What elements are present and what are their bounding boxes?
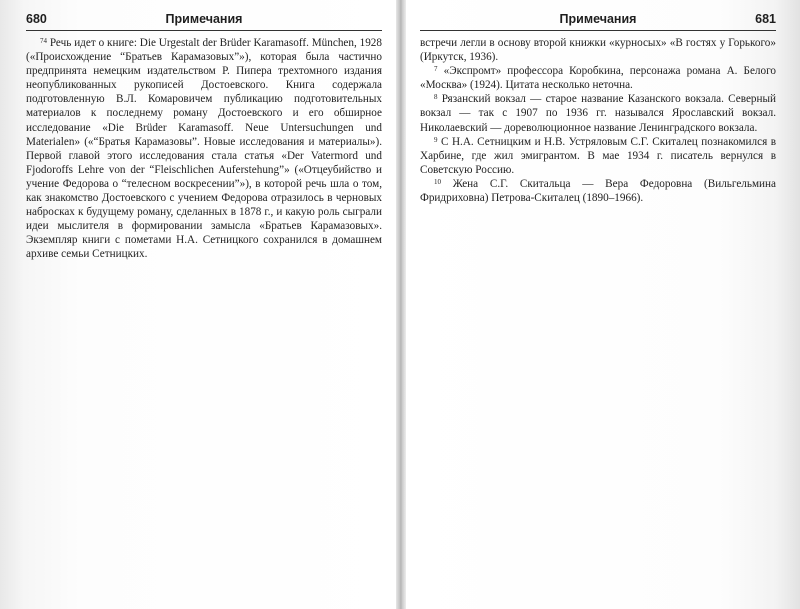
- endnote: [420, 92, 776, 134]
- endnote-text: Речь идет о книге: Die Urgestalt der Brüder Karamasoff. München, 1928 («Происхождение “Братьев Карамазовых”»), которая была частично предпринята немецким издательством Р. Пипера трехтомного издания неопубликованных рукописей Достоевского. Книга содержала подготовленную В.Л. Комаровичем публикацию подготовительных материалов к последнему роману Достоевского и его обширное исследование «Die Brüder Karamasoff. Neue Untersuchungen und Materialen» («“Братья Карамазовы”. Новые исследования и материалы»). Первой главой этого исследования стала статья «Der Vatermord und Fjodoroffs Lehre von der “Fleischlichen Auferstehung”» («Отцеубийство и учение Федорова о “телесном воскресении”»), в которой речь шла о том, как знакомство Достоевского с учением Федорова отразилось в черновых набросках к будущему роману, сделанных в 1878 г., и какую роль сыграли идеи мыслителя в формировании замысла «Братьев Карамазовых». Экземпляр книги с пометами Н.А. Сетницкого сохранился в домашнем архиве семьи Сетницких.: [26, 37, 382, 261]
- endnote-number: 7: [434, 65, 438, 74]
- endnote-text: С Н.А. Сетницким и Н.В. Устряловым С.Г. Скиталец познакомился в Харбине, где жил эмигрантом. В мае 1934 г. писатель вернулся в Советскую Россию.: [420, 135, 777, 176]
- endnote: [420, 64, 776, 92]
- right-page: [402, 0, 800, 609]
- endnote: [26, 36, 382, 262]
- endnote-number: 74: [40, 37, 47, 45]
- left-header-rule: [26, 30, 382, 31]
- left-page-text: [26, 36, 382, 262]
- right-page-number: 681: [755, 12, 776, 26]
- endnote-continuation: [420, 36, 776, 64]
- endnote-number: 10: [434, 177, 441, 186]
- right-running-title: Примечания: [559, 12, 637, 26]
- endnote-text: Жена С.Г. Скитальца — Вера Федоровна (Вильгельмина Фридриховна) Петрова-Скиталец (1890–1966).: [420, 177, 776, 205]
- left-running-title: Примечания: [165, 12, 243, 26]
- endnote-number: 8: [434, 93, 438, 102]
- left-page: [0, 0, 398, 609]
- endnote-number: 9: [434, 135, 438, 144]
- right-page-text: [420, 36, 776, 205]
- left-page-number: 680: [26, 12, 47, 26]
- endnote: [420, 135, 776, 177]
- endnote-text: «Экспромт» профессора Коробкина, персонажа романа А. Белого «Москва» (1924). Цитата несколько неточна.: [420, 65, 777, 92]
- endnote-text: Рязанский вокзал — старое название Казанского вокзала. Северный вокзал — так с 1907 по 1936 гг. назывался Ярославский вокзал. Николаевский — дореволюционное название Ленинградского вокзала.: [420, 93, 776, 134]
- endnote-text: встречи легли в основу второй книжки «курносых» «В гостях у Горького» (Иркутск, 1936).: [420, 37, 776, 64]
- left-page-header: [26, 12, 382, 28]
- right-header-rule: [420, 30, 776, 31]
- right-page-header: [420, 12, 776, 28]
- endnote: [420, 177, 776, 205]
